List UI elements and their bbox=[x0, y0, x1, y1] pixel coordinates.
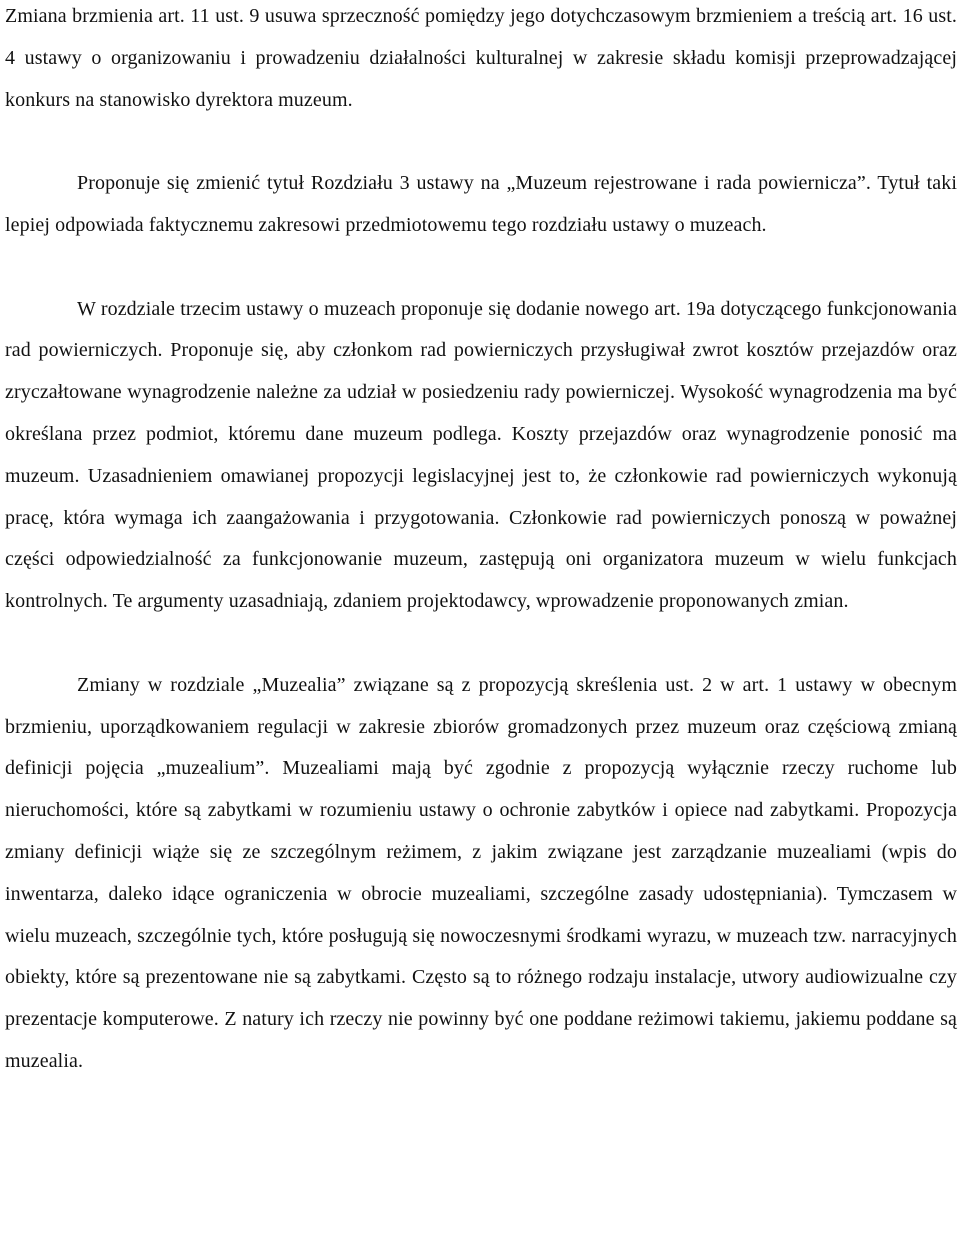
paragraph-museum-objects: Zmiany w rozdziale „Muzealia” związane są z propozycją skreślenia ust. 2 w art. 1 ustawy w obecnym brzmieniu, uporządkowaniem regulacji w zakresie zbiorów gromadzonych przez muzeum oraz częściową zmianą definicji pojęcia „muzealium”. Muzealiami mają być zgodnie z propozycją wyłącznie rzeczy ruchome lub nieruchomości, które są zabytkami w rozumieniu ustawy o ochronie zabytków i opiece nad zabytkami. Propozycja zmiany definicji wiąże się ze szczególnym reżimem, z jakim związane jest zarządzanie muzealiami (wpis do inwentarza, daleko idące ograniczenia w obrocie muzealiami, szczególne zasady udostępniania). Tymczasem w wielu muzeach, szczególnie tych, które posługują się nowoczesnymi środkami wyrazu, w muzeach tzw. narracyjnych obiekty, które są prezentowane nie są zabytkami. Często są to różnego rodzaju instalacje, utwory audiowizualne czy prezentacje komputerowe. Z natury ich rzeczy nie powinny być one poddane reżimowi takiemu, jakiemu poddane są muzealia. bbox=[5, 673, 957, 1072]
paragraph-spacer bbox=[5, 247, 957, 289]
paragraph-spacer bbox=[5, 623, 957, 665]
paragraph-boards-of-trustees: W rozdziale trzecim ustawy o muzeach proponuje się dodanie nowego art. 19a dotyczącego funkcjonowania rad powierniczych. Proponuje się, aby członkom rad powierniczych przysługiwał zwrot kosztów przejazdów oraz zryczałtowane wynagrodzenie należne za udział w posiedzeniu rady powierniczej. Wysokość wynagrodzenia ma być określana przez podmiot, któremu dane muzeum podlega. Koszty przejazdów oraz wynagrodzenie ponosić ma muzeum. Uzasadnieniem omawianej propozycji legislacyjnej jest to, że członkowie rad powierniczych wykonują pracę, która wymaga ich zaangażowania i przygotowania. Członkowie rad powierniczych ponoszą w poważnej części odpowiedzialność za funkcjonowanie muzeum, zastępują oni organizatora muzeum w wielu funkcjach kontrolnych. Te argumenty uzasadniają, zdaniem projektodawcy, wprowadzenie proponowanych zmian. bbox=[5, 297, 957, 613]
paragraph-museum-director-commission: Zmiana brzmienia art. 11 ust. 9 usuwa sprzeczność pomiędzy jego dotychczasowym brzmieniem a treścią art. 16 ust. 4 ustawy o organizowaniu i prowadzeniu działalności kulturalnej w zakresie składu komisji przeprowadzającej konkurs na stanowisko dyrektora muzeum. bbox=[5, 5, 957, 111]
paragraph-chapter-3-title: Proponuje się zmienić tytuł Rozdziału 3 ustawy na „Muzeum rejestrowane i rada powiernicza”. Tytuł taki lepiej odpowiada faktycznemu zakresowi przedmiotowemu tego rozdziału ustawy o muzeach. bbox=[5, 172, 957, 236]
paragraph-spacer bbox=[5, 121, 957, 163]
document-page bbox=[5, 0, 957, 1083]
